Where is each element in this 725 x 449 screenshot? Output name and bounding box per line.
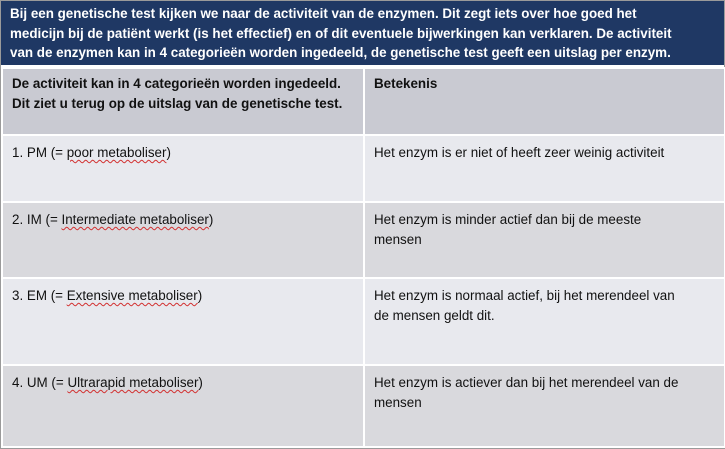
meaning-cell <box>364 135 725 202</box>
category-term: Ultrarapid metaboliser <box>67 375 199 390</box>
table-row <box>2 365 725 447</box>
category-suffix: ) <box>208 212 214 227</box>
category-term: Extensive metaboliser <box>66 288 198 303</box>
meaning-cell <box>364 365 725 447</box>
category-cell <box>2 202 364 278</box>
category-prefix: 4. UM (= <box>12 375 68 390</box>
meaning-cell <box>364 278 725 365</box>
meaning-cell <box>364 202 725 278</box>
header-category <box>2 68 364 135</box>
category-cell <box>2 135 364 202</box>
category-term: poor metaboliser <box>66 145 167 160</box>
table-header-row <box>2 68 725 135</box>
category-term: Intermediate metaboliser <box>61 212 209 227</box>
category-suffix: ) <box>197 288 203 303</box>
category-cell <box>2 278 364 365</box>
metaboliser-table <box>1 67 725 448</box>
table-row <box>2 135 725 202</box>
meaning-text: Het enzym is normaal actief, bij het merendeel van de mensen geldt dit. <box>374 288 675 323</box>
category-prefix: 3. EM (= <box>12 288 67 303</box>
category-prefix: 2. IM (= <box>12 212 62 227</box>
table-row <box>2 202 725 278</box>
category-cell <box>2 365 364 447</box>
meaning-text: Het enzym is actiever dan bij het merendeel van de mensen <box>374 375 679 410</box>
header-category-text: De activiteit kan in 4 categorieën worden ingedeeld. Dit ziet u terug op de uitslag van de genetische test. <box>12 76 343 111</box>
category-prefix: 1. PM (= <box>12 145 67 160</box>
meaning-text: Het enzym is er niet of heeft zeer weinig activiteit <box>374 145 665 160</box>
meaning-text: Het enzym is minder actief dan bij de meeste mensen <box>374 212 642 247</box>
category-suffix: ) <box>198 375 203 390</box>
table-row <box>2 278 725 365</box>
intro-banner: Bij een genetische test kijken we naar de activiteit van de enzymen. Dit zegt iets over hoe goed het medicijn bij de patiënt werkt (is het effectief) en of dit eventuele bijwerkingen kan verklaren. De activiteit van de enzymen kan in 4 categorieën worden ingedeeld, de genetische test geeft een uitslag per enzym. <box>1 1 724 65</box>
category-suffix: ) <box>166 145 171 160</box>
header-meaning <box>364 68 725 135</box>
header-meaning-text: Betekenis <box>374 76 438 91</box>
